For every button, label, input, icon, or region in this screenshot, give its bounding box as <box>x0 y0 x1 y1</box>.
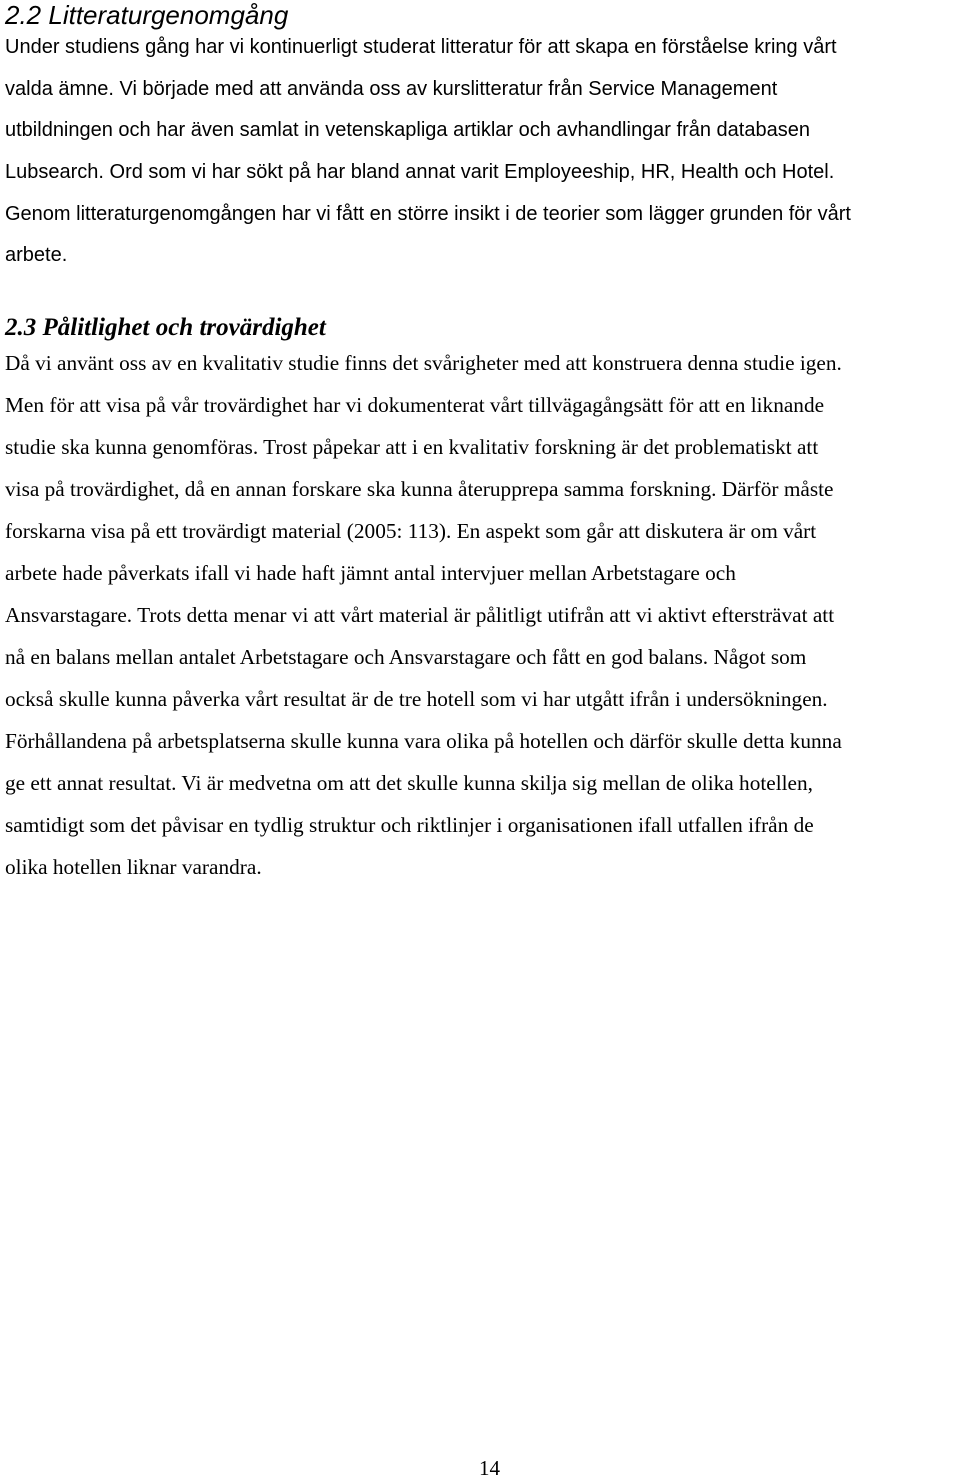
paragraph-line: Lubsearch. Ord som vi har sökt på har bland annat varit Employeeship, HR, Health och Hotel. <box>5 161 835 184</box>
paragraph-line: studie ska kunna genomföras. Trost påpekar att i en kvalitativ forskning är det problematiskt att <box>5 435 819 459</box>
paragraph-line: Förhållandena på arbetsplatserna skulle kunna vara olika på hotellen och därför skulle detta kunna <box>5 729 842 753</box>
paragraph-line: arbete. <box>5 244 68 267</box>
paragraph-line: utbildningen och har även samlat in vetenskapliga artiklar och avhandlingar från databasen <box>5 119 810 142</box>
section-heading-litteraturgenomgang: 2.2 Litteraturgenomgång <box>5 0 289 30</box>
paragraph-line: nå en balans mellan antalet Arbetstagare och Ansvarstagare och fått en god balans. Något som <box>5 645 807 669</box>
paragraph-line: forskarna visa på ett trovärdigt material (2005: 113). En aspekt som går att diskutera är om vårt <box>5 519 817 543</box>
paragraph-line: Men för att visa på vår trovärdighet har vi dokumenterat vårt tillvägagångsätt för att en liknande <box>5 393 825 417</box>
section-paragraph-palitlighet <box>5 342 960 888</box>
paragraph-line: arbete hade påverkats ifall vi hade haft jämnt antal intervjuer mellan Arbetstagare och <box>5 561 736 585</box>
section-heading-palitlighet: 2.3 Pålitlighet och trovärdighet <box>5 314 326 341</box>
paragraph-line: också skulle kunna påverka vårt resultat är de tre hotell som vi har utgått ifrån i undersökningen. <box>5 687 828 711</box>
page-number: 14 <box>479 1456 500 1480</box>
paragraph-line: Ansvarstagare. Trots detta menar vi att vårt material är pålitligt utifrån att vi aktivt eftersträvat att <box>5 603 835 627</box>
paragraph-line: olika hotellen liknar varandra. <box>5 855 262 879</box>
section-paragraph-litteraturgenomgang <box>5 27 960 277</box>
paragraph-line: Genom litteraturgenomgången har vi fått en större insikt i de teorier som lägger grunden för vårt <box>5 202 851 225</box>
paragraph-line: Då vi använt oss av en kvalitativ studie finns det svårigheter med att konstruera denna studie igen. <box>5 351 842 375</box>
paragraph-line: visa på trovärdighet, då en annan forskare ska kunna återupprepa samma forskning. Därför måste <box>5 477 834 501</box>
paragraph-line: ge ett annat resultat. Vi är medvetna om att det skulle kunna skilja sig mellan de olika hotellen, <box>5 771 813 795</box>
paragraph-line: Under studiens gång har vi kontinuerligt studerat litteratur för att skapa en förståelse kring vårt <box>5 36 837 58</box>
paragraph-line: samtidigt som det påvisar en tydlig struktur och riktlinjer i organisationen ifall utfallen ifrån de <box>5 813 814 837</box>
paragraph-line: valda ämne. Vi började med att använda oss av kurslitteratur från Service Management <box>5 77 778 100</box>
